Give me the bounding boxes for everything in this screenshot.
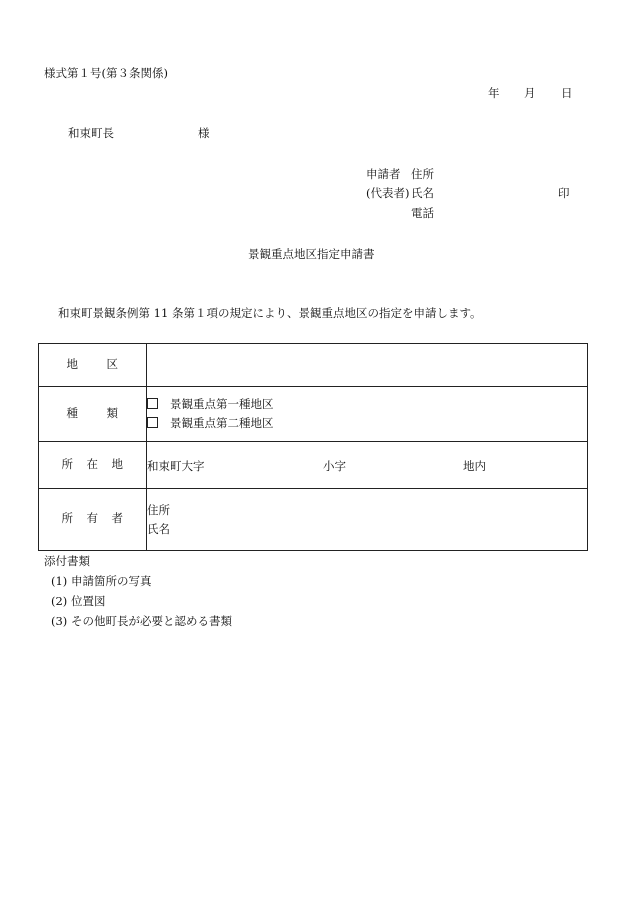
location-koaza: 小字 (323, 459, 346, 473)
addressee-honorific: 様 (198, 126, 210, 140)
district-value[interactable] (147, 344, 588, 387)
applicant-name-label: 氏名 (411, 186, 434, 200)
date-year: 年 (488, 86, 500, 100)
location-oaza: 和束町大字 (147, 459, 205, 473)
applicant-seal: 印 (558, 186, 570, 200)
body-text: 和束町景観条例第 11 条第１項の規定により、景観重点地区の指定を申請します。 (58, 306, 482, 320)
checkbox-icon[interactable] (147, 398, 158, 409)
location-label-char: 地 (111, 456, 123, 471)
type-options (147, 387, 588, 442)
date-day: 日 (561, 86, 573, 100)
document-title: 景観重点地区指定申請書 (248, 247, 375, 261)
table-row-owner (39, 489, 588, 551)
type-option-second[interactable] (147, 414, 587, 433)
applicant-phone-label: 電話 (411, 206, 434, 220)
district-label (39, 344, 147, 387)
owner-address-label: 住所 (147, 502, 170, 517)
district-label-char: 区 (106, 356, 118, 371)
type-option-label: 景観重点第二種地区 (170, 416, 274, 430)
applicant-representative: (代表者) (366, 186, 410, 200)
owner-value[interactable] (147, 489, 588, 551)
type-option-label: 景観重点第一種地区 (170, 397, 274, 411)
owner-label-char: 所 (61, 511, 73, 525)
checkbox-icon[interactable] (147, 417, 158, 428)
type-label-char: 種 (66, 405, 78, 420)
attachment-item: (3) その他町長が必要と認める書類 (51, 614, 232, 628)
location-chinai: 地内 (463, 459, 486, 473)
owner-name-label: 氏名 (147, 521, 170, 536)
application-table (38, 343, 588, 551)
owner-label-char: 有 (86, 511, 98, 525)
district-label-char: 地 (66, 356, 78, 371)
applicant-address-label: 住所 (411, 167, 434, 181)
type-label (39, 387, 147, 442)
location-value[interactable] (147, 442, 588, 489)
type-option-first[interactable] (147, 395, 587, 414)
owner-label (39, 489, 147, 551)
addressee-name: 和束町長 (68, 126, 114, 140)
attachments-title: 添付書類 (44, 554, 90, 568)
date-line (488, 86, 573, 100)
table-row-type (39, 387, 588, 442)
type-label-char: 類 (106, 405, 118, 420)
attachment-item: (1) 申請箇所の写真 (51, 574, 152, 588)
location-label-char: 在 (86, 456, 98, 471)
attachment-item: (2) 位置図 (51, 594, 106, 608)
owner-label-char: 者 (111, 511, 123, 525)
table-row-district (39, 344, 588, 387)
table-row-location (39, 442, 588, 489)
date-month: 月 (524, 86, 536, 100)
form-number: 様式第１号(第３条関係) (44, 66, 168, 80)
applicant-role: 申請者 (366, 167, 401, 181)
location-label-char: 所 (61, 456, 73, 471)
location-label (39, 442, 147, 489)
